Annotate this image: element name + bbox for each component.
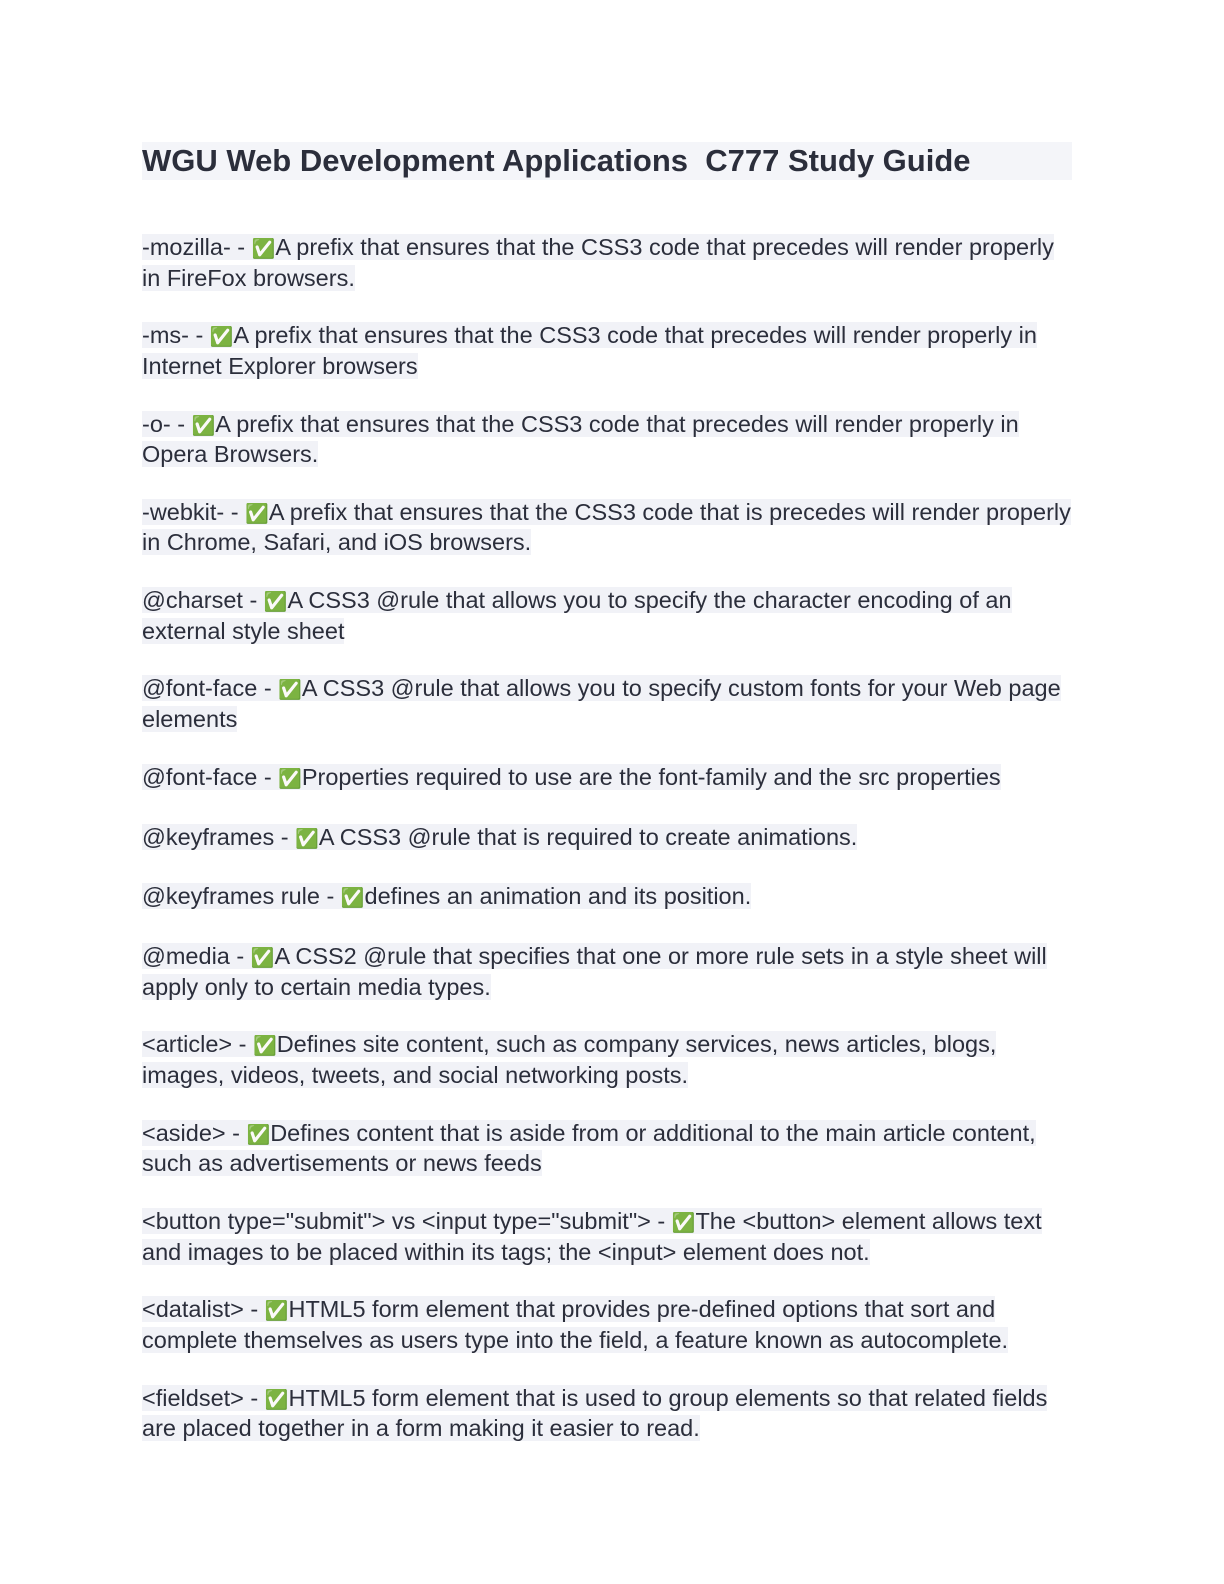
entry-definition: A CSS3 @rule that allows you to specify custom fonts for your Web page elements — [142, 675, 1061, 732]
entry-term: @charset — [142, 587, 243, 614]
list-item: -ms- - ✅A prefix that ensures that the CSS3 code that precedes will render properly in Internet Explorer browsers — [142, 322, 1037, 379]
entry-term: -ms- — [142, 322, 189, 349]
check-icon: ✅ — [264, 1300, 289, 1323]
entry-definition: defines an animation and its position. — [364, 883, 752, 910]
list-item: -o- - ✅A prefix that ensures that the CSS3 code that precedes will render properly in Opera Browsers. — [142, 410, 1019, 468]
entry-definition: HTML5 form element that is used to group elements so that related fields are placed together in a form making it easier to read. — [142, 1384, 1048, 1442]
entry-definition: Properties required to use are the font-family and the src properties — [301, 763, 1001, 790]
entry-term: @font-face — [142, 675, 258, 702]
entry-term: -mozilla- — [142, 234, 231, 260]
list-item: <article> - ✅Defines site content, such as company services, news articles, blogs, images, videos, tweets, and social networking posts. — [142, 1031, 997, 1088]
entry-term: @keyframes rule — [142, 883, 320, 910]
check-icon: ✅ — [209, 326, 234, 349]
entry-term: <aside> — [142, 1119, 226, 1146]
entry-term: @media — [142, 943, 230, 970]
entry-definition: A CSS2 @rule that specifies that one or more rule sets in a style sheet will apply only to certain media types. — [142, 943, 1047, 1000]
entry-definition: A CSS3 @rule that allows you to specify the character encoding of an external style sheet — [142, 587, 1012, 644]
check-icon: ✅ — [246, 1123, 271, 1146]
check-icon: ✅ — [278, 679, 302, 702]
list-item: <aside> - ✅Defines content that is aside from or additional to the main article content, such as advertisements or news feeds — [142, 1119, 1036, 1177]
entry-definition: Defines content that is aside from or additional to the main article content, such as advertisements or news feeds — [142, 1119, 1036, 1177]
entry-term: <article> — [142, 1031, 233, 1058]
title-band — [142, 142, 1072, 180]
entry-term: -o- — [142, 410, 171, 437]
entry-definition: A prefix that ensures that the CSS3 code that precedes will render properly in Opera Browsers. — [142, 410, 1019, 468]
check-icon: ✅ — [278, 767, 302, 790]
list-item: @media - ✅A CSS2 @rule that specifies that one or more rule sets in a style sheet will apply only to certain media types. — [142, 943, 1047, 1000]
list-item: @font-face - ✅A CSS3 @rule that allows you to specify custom fonts for your Web page elements — [142, 675, 1061, 732]
check-icon: ✅ — [671, 1212, 696, 1235]
check-icon: ✅ — [191, 414, 216, 437]
list-item: <fieldset> - ✅HTML5 form element that is used to group elements so that related fields are placed together in a form making it easier to read. — [142, 1384, 1048, 1442]
list-item: <datalist> - ✅HTML5 form element that provides pre-defined options that sort and complete themselves as users type into the field, a feature known as autocomplete. — [142, 1296, 1009, 1353]
entry-definition: A prefix that ensures that the CSS3 code that precedes will render properly in FireFox browsers. — [142, 234, 1054, 291]
entry-definition: The <button> element allows text and images to be placed within its tags; the <input> element does not. — [142, 1208, 1042, 1265]
document-page — [142, 142, 1074, 1472]
entry-term: @keyframes — [142, 823, 275, 850]
list-item: -webkit- - ✅A prefix that ensures that the CSS3 code that is precedes will render properly in Chrome, Safari, and iOS browsers. — [142, 498, 1071, 556]
entry-definition: Defines site content, such as company services, news articles, blogs, images, videos, tweets, and social networking posts. — [142, 1031, 997, 1088]
check-icon: ✅ — [253, 1035, 277, 1058]
entry-definition: A prefix that ensures that the CSS3 code that is precedes will render properly in Chrome, Safari, and iOS browsers. — [142, 498, 1071, 556]
entry-term: <button type="submit"> vs <input type="submit"> — [142, 1208, 651, 1235]
entry-term: -webkit- — [142, 498, 225, 525]
check-icon: ✅ — [251, 238, 276, 260]
list-item: @keyframes rule - ✅defines an animation and its position. — [142, 883, 752, 910]
entry-definition: A prefix that ensures that the CSS3 code that precedes will render properly in Internet Explorer browsers — [142, 322, 1037, 379]
check-icon: ✅ — [250, 947, 275, 970]
document-title: WGU Web Development Applications C777 Study Guide — [142, 143, 971, 178]
check-icon: ✅ — [264, 1388, 289, 1411]
list-item: <button type="submit"> vs <input type="submit"> - ✅The <button> element allows text and images to be placed within its tags; the <input> element does not. — [142, 1208, 1042, 1265]
check-icon: ✅ — [295, 827, 319, 850]
entry-definition: HTML5 form element that provides pre-defined options that sort and complete themselves as users type into the field, a feature known as autocomplete. — [142, 1296, 1009, 1353]
entry-list — [142, 233, 1074, 1443]
entry-definition: A CSS3 @rule that is required to create animations. — [318, 823, 858, 850]
list-item: @font-face - ✅Properties required to use are the font-family and the src properties — [142, 763, 1001, 790]
check-icon: ✅ — [340, 887, 365, 910]
check-icon: ✅ — [263, 591, 288, 614]
list-item: -mozilla- - ✅A prefix that ensures that the CSS3 code that precedes will render properly in FireFox browsers. — [142, 234, 1054, 291]
list-item: @keyframes - ✅A CSS3 @rule that is required to create animations. — [142, 823, 858, 850]
entry-term: <datalist> — [142, 1296, 244, 1323]
list-item: @charset - ✅A CSS3 @rule that allows you to specify the character encoding of an external style sheet — [142, 587, 1012, 644]
check-icon: ✅ — [245, 502, 269, 525]
entry-term: @font-face — [142, 763, 258, 790]
entry-term: <fieldset> — [142, 1384, 244, 1411]
